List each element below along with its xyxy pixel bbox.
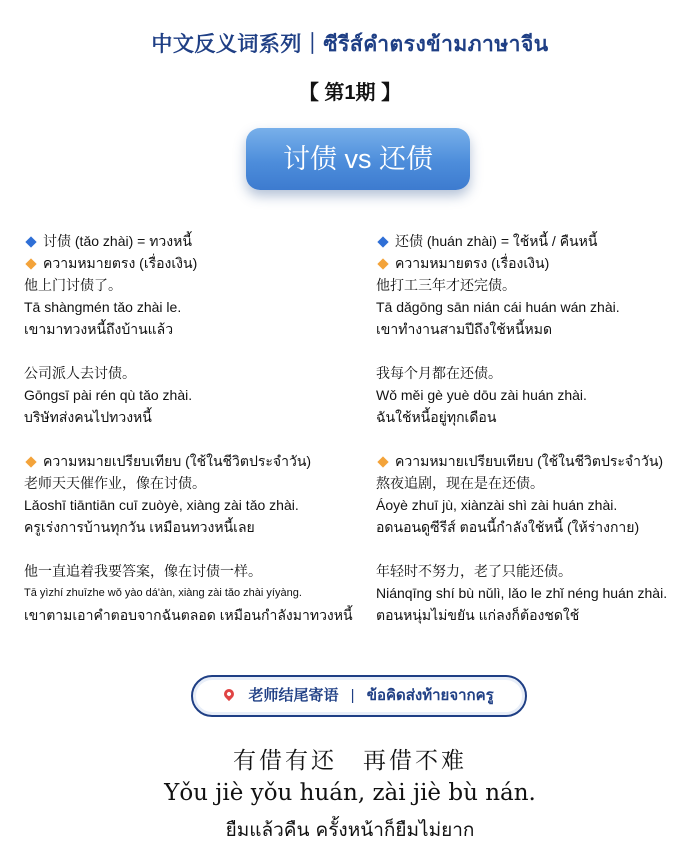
example-line (376, 582, 696, 604)
series-title: 中文反义词系列｜ซีรีส์คำตรงข้ามภาษาจีน (151, 33, 549, 56)
blue-diamond-icon (25, 236, 36, 247)
example-line (376, 494, 696, 516)
orange-diamond-icon (25, 456, 36, 467)
example-line (376, 472, 696, 494)
example-line (24, 582, 344, 604)
line-text: 公司派人去讨债。 (24, 365, 136, 381)
example-line (24, 274, 344, 296)
line-text: 老师天天催作业，像在讨债。 (24, 475, 206, 491)
line-text: Gōngsī pài rén qù tǎo zhài. (24, 387, 193, 403)
line-text: Tā dǎgōng sān nián cái huán wán zhài. (376, 299, 620, 315)
banner-th: ข้อคิดส่งท้ายจากครู (366, 687, 494, 704)
example-line (376, 384, 696, 406)
proverb-pinyin: Yǒu jiè yǒu huán, zài jiè bù nán. (164, 780, 536, 806)
left-column (24, 230, 353, 626)
spacer (376, 538, 696, 560)
example-line (24, 406, 344, 428)
example-line (376, 604, 696, 626)
line-text: Lǎoshī tiāntiān cuī zuòyè, xiàng zài tǎo zhài. (24, 497, 299, 513)
line-text: ฉันใช้หนี้อยู่ทุกเดือน (376, 409, 497, 425)
issue-number: 【 第1期 】 (298, 82, 402, 104)
example-line (24, 318, 344, 340)
spacer (24, 538, 344, 560)
banner-cn: 老师结尾寄语 (248, 687, 339, 704)
line-text: Tā shàngmén tǎo zhài le. (24, 299, 182, 315)
pin-icon (222, 687, 236, 701)
line-text: เขามาทวงหนี้ถึงบ้านแล้ว (24, 321, 174, 337)
line-text: บริษัทส่งคนไปทวงหนี้ (24, 409, 152, 425)
line-text: Niánqīng shí bù nǔlì, lǎo le zhǐ néng huán zhài. (376, 585, 668, 601)
spacer (24, 428, 344, 450)
blue-diamond-icon (377, 236, 388, 247)
line-text: 他打工三年才还完债。 (376, 277, 516, 293)
example-line (376, 406, 696, 428)
example-line (376, 318, 696, 340)
example-line (376, 560, 696, 582)
line-text: ความหมายตรง (เรื่องเงิน) (43, 255, 198, 271)
heading-line (24, 252, 344, 274)
example-line (24, 560, 344, 582)
orange-diamond-icon (377, 258, 388, 269)
line-text: ตอนหนุ่มไม่ขยัน แก่ลงก็ต้องชดใช้ (376, 607, 580, 623)
example-line (24, 516, 344, 538)
example-line (376, 516, 696, 538)
line-text: 讨债 (tǎo zhài) = ทวงหนี้ (43, 233, 192, 249)
line-text: Wǒ měi gè yuè dōu zài huán zhài. (376, 387, 587, 403)
line-text: 他上门讨债了。 (24, 277, 122, 293)
example-line (24, 384, 344, 406)
spacer (376, 340, 696, 362)
line-text: ความหมายเปรียบเทียบ (ใช้ในชีวิตประจำวัน) (395, 453, 664, 469)
spacer (24, 340, 344, 362)
heading-line (376, 252, 696, 274)
example-line (376, 362, 696, 384)
orange-diamond-icon (25, 258, 36, 269)
heading-line (376, 450, 696, 472)
example-line (24, 472, 344, 494)
right-column (376, 230, 696, 626)
spacer (376, 428, 696, 450)
heading-line (24, 230, 344, 252)
line-text: ความหมายเปรียบเทียบ (ใช้ในชีวิตประจำวัน) (43, 453, 312, 469)
line-text: 还债 (huán zhài) = ใช้หนี้ / คืนหนี้ (395, 233, 598, 249)
example-line (24, 362, 344, 384)
example-line (24, 494, 344, 516)
line-text: เขาตามเอาคำตอบจากฉันตลอด เหมือนกำลังมาทวงหนี้ (24, 607, 353, 623)
heading-line (376, 230, 696, 252)
banner-separator: | (350, 687, 355, 704)
orange-diamond-icon (377, 456, 388, 467)
example-line (376, 274, 696, 296)
heading-line (24, 450, 344, 472)
line-text: ครูเร่งการบ้านทุกวัน เหมือนทวงหนี้เลย (24, 519, 255, 535)
line-text: ความหมายตรง (เรื่องเงิน) (395, 255, 550, 271)
example-line (24, 296, 344, 318)
line-text: เขาทำงานสามปีถึงใช้หนี้หมด (376, 321, 553, 337)
topic-pill: 讨债 vs 还债 (246, 128, 470, 190)
line-text: Tā yìzhí zhuīzhe wǒ yào dá'àn, xiàng zài tǎo zhài yíyàng. (24, 587, 302, 599)
line-text: Áoyè zhuī jù, xiànzài shì zài huán zhài. (376, 497, 618, 513)
line-text: 年轻时不努力，老了只能还债。 (376, 563, 572, 579)
example-line (376, 296, 696, 318)
example-line (24, 604, 353, 626)
proverb-thai: ยืมแล้วคืน ครั้งหน้าก็ยืมไม่ยาก (225, 819, 475, 841)
line-text: 熬夜追剧，现在是在还债。 (376, 475, 544, 491)
proverb-chinese: 有借有还 再借不难 (233, 748, 467, 774)
line-text: อดนอนดูซีรีส์ ตอนนี้กำลังใช้หนี้ (ให้ร่างกาย) (376, 519, 640, 535)
teacher-message-banner (191, 675, 527, 717)
line-text: 我每个月都在还债。 (376, 365, 502, 381)
line-text: 他一直追着我要答案，像在讨债一样。 (24, 563, 262, 579)
